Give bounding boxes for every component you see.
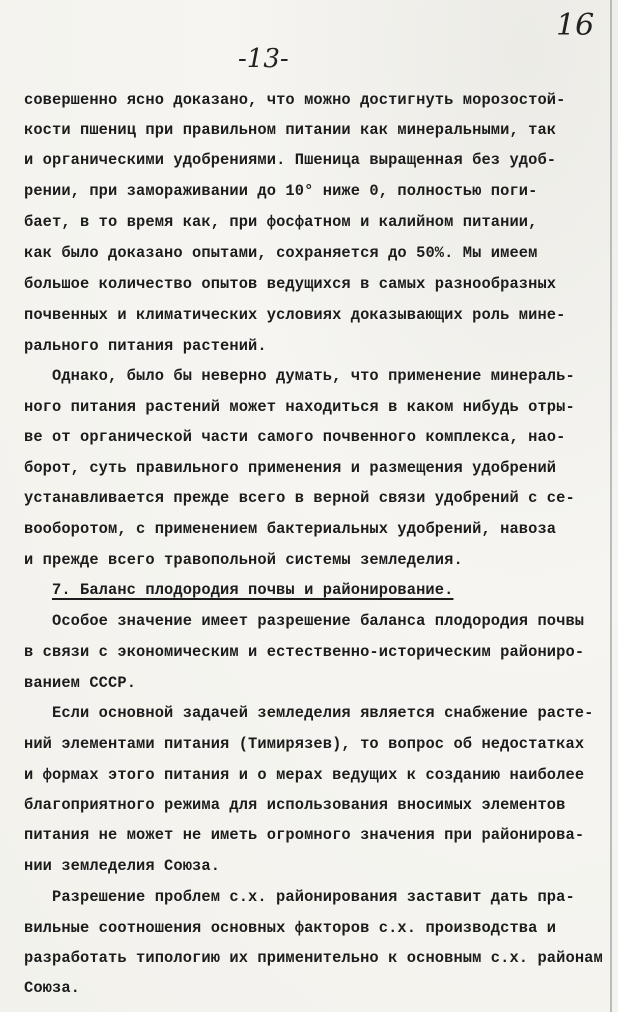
text-line: как было доказано опытами, сохраняется до 50%. Мы имеем — [24, 244, 538, 262]
handwritten-folio-number: 16 — [556, 8, 595, 43]
paragraph-start-line: Если основной задачей земледелия является снабжение расте- — [52, 704, 594, 722]
page-number: -13- — [238, 44, 289, 74]
text-line: и прежде всего травопольной системы земледелия. — [24, 551, 463, 569]
text-line: почвенных и климатических условиях доказывающих роль мине- — [24, 306, 566, 324]
text-line: большое количество опытов ведущихся в самых разнообразных — [24, 275, 557, 293]
text-line: разработать типологию их применительно к основным с.х. районам — [24, 949, 603, 967]
text-line: устанавливается прежде всего в верной связи удобрений с се- — [24, 489, 575, 507]
text-line: ванием СССР. — [24, 674, 137, 692]
text-line: Союза. — [24, 979, 81, 997]
text-line: нии земледелия Союза. — [24, 857, 221, 875]
paragraph-start-line: Однако, было бы неверно думать, что применение минераль- — [52, 367, 575, 385]
text-line: и органическими удобрениями. Пшеница выращенная без удоб- — [24, 151, 557, 169]
text-line: борот, суть правильного применения и размещения удобрений — [24, 459, 557, 477]
section-heading: 7. Баланс плодородия почвы и районирование. — [52, 581, 454, 599]
text-line: бает, в то время как, при фосфатном и калийном питании, — [24, 213, 538, 231]
text-line: питания не может не иметь огромного значения при районирова- — [24, 826, 585, 844]
text-line: ного питания растений может находиться в каком нибудь отры- — [24, 398, 575, 416]
paragraph-start-line: Разрешение проблем с.х. районирования заставит дать пра- — [52, 888, 575, 906]
text-line: ний элементами питания (Тимирязев), то вопрос об недостатках — [24, 735, 585, 753]
text-line: благоприятного режима для использования вносимых элементов — [24, 796, 566, 814]
text-line: рении, при замораживании до 10° ниже 0, полностью поги- — [24, 182, 538, 200]
text-line: и формах этого питания и о мерах ведущих к созданию наиболее — [24, 766, 585, 784]
text-line: совершенно ясно доказано, что можно достигнуть морозостой- — [24, 91, 566, 109]
text-line: вооборотом, с применением бактериальных удобрений, навоза — [24, 520, 557, 538]
text-line: ве от органической части самого почвенного комплекса, нао- — [24, 428, 566, 446]
paragraph-start-line: Особое значение имеет разрешение баланса плодородия почвы — [52, 612, 585, 630]
text-line: в связи с экономическим и естественно-историческим райониро- — [24, 643, 585, 661]
page-edge — [610, 0, 612, 1012]
text-line: вильные соотношения основных факторов с.х. производства и — [24, 919, 557, 937]
text-line: рального питания растений. — [24, 337, 267, 355]
text-line: кости пшениц при правильном питании как минеральными, так — [24, 121, 557, 139]
